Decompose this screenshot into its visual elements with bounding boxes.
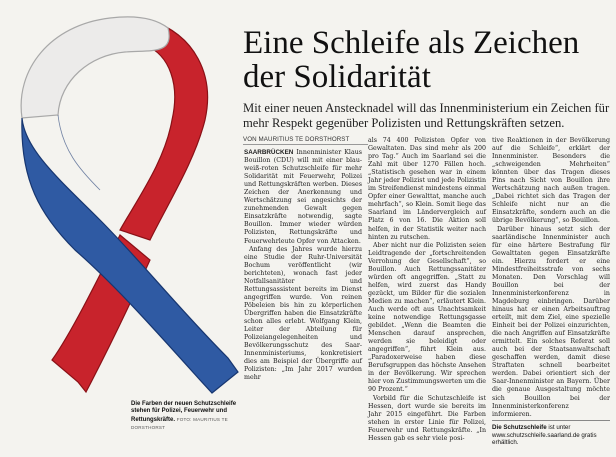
subheadline: Mit einer neuen Anstecknadel will das Innenministerium ein Zeichen für mehr Respekt gegenüber Polizisten und Rettungskräften setzen.: [243, 101, 610, 130]
caption-text: Die Farben der neuen Schutzschleife stehen für Polizei, Feuerwehr und Rettungskräfte.: [131, 401, 237, 423]
photo-credit: FOTO: MAURITIUS TE DORSTHORST: [131, 416, 228, 430]
info-box-title: Die Schutzschleife: [492, 424, 547, 431]
paragraph: Anfang des Jahres wurde hierzu eine Studie der Ruhr-Universität Bochum veröffentlicht (wir berichteten), wonach fast jeder Notfallsanitäter und Rettungsassistent bereits im Dienst angegriffen wurde. Von reinen Pöbeleien bis hin zu körperlichen Übergriffen haben die Einsatzkräfte schon alles erlebt. Wolfgang Klein, Leiter der Abteilung für Polizeiangelegenheiten und Bevölkerungsschutz des Saar-Innenministeriums, konkretisiert dies am Beispiel der Übergriffe auf Polizisten: „Im Jahr 2017 wurden mehr: [244, 245, 362, 382]
article-column-3: [492, 137, 610, 419]
info-box: [492, 420, 610, 447]
article-column-2: [368, 137, 486, 443]
paragraph: tive Reaktionen in der Bevölkerung auf die Schleife“, erklärt der Innenminister. Besonders die „schweigenden Mehrheiten“ könnten über das Tragen dieses Pins nach Sicht von Bouillon ihre Wertschätzung nach außen tragen. „Dabei richtet sich das Tragen der Schleife nicht nur an die Einsatzkräfte, sondern auch an die übrige Bevölkerung“, so Bouillon.: [492, 137, 610, 225]
ribbon-photo: [0, 0, 240, 400]
headline: Eine Schleife als Zeichen der Solidarität: [243, 25, 580, 95]
paragraph: SAARBRÜCKEN Innenminister Klaus Bouillon (CDU) will mit einer blau-weiß-roten Schutzschleife für mehr Solidarität mit Feuerwehr, Polizei und Rettungskräften werben. Dieses Zeichen der Anerkennung und Wertschätzung sei angesichts der zunehmenden Gewalt gegen Einsatzkräfte notwendig, sagte Bouillon. Immer wieder würden Polizisten, Rettungskräfte und Feuerwehrleute Opfer von Attacken.: [244, 149, 362, 245]
info-box-text: ist unter www.schutzschleife.saarland.de gratis erhältlich.: [492, 424, 597, 446]
paragraph: Aber nicht nur die Polizisten seien Leidtragende der „fortschreitenden Verrohung der Gesellschaft“, so Bouillon. Auch Rettungssanitäter würden oft angegriffen. „Statt zu helfen, wird zuerst das Handy gezückt, um Bilder für die sozialen Medien zu machen“, erläutert Klein. Auch werde oft aus Unachtsamkeit keine notwendige Rettungsgasse gebildet. „Wenn die Beamten die Menschen darauf ansprechen, werden sie beleidigt oder angegriffen“, führt Klein aus. „Paradoxerweise haben diese Berufsgruppen das höchste Ansehen in der Bevölkerung. Wir sprechen hier von Zustimmungswerten um die 90 Prozent.“: [368, 241, 486, 394]
paragraph: als 74 400 Polizisten Opfer von Gewaltaten. Das sind mehr als 200 pro Tag.“ Auch im Saarland sei die Zahl mit über 1270 Fällen hoch. „Statistisch gesehen war in einem Jahr jeder Polizist und jede Polizistin im Streifendienst mindestens einmal Opfer einer Gewalttat, manche auch mehrfach“, so Klein. Somit liege das Saarland im Ländervergleich auf Platz 6 von 16. Die Aktion soll helfen, in der Statistik weiter nach hinten zu rutschen.: [368, 137, 486, 241]
byline: VON MAURITIUS TE DORSTHORST: [243, 136, 368, 145]
paragraph: Vorbild für die Schutzschleife ist Hessen, dort wurde sie bereits im Jahr 2015 eingeführt. Die Farben stehen in erster Linie für Polizei, Feuerwehr und Rettungskräfte. „In Hessen gab es sehr viele posi-: [368, 394, 486, 442]
dateline: SAARBRÜCKEN: [244, 149, 294, 156]
paragraph: Darüber hinaus setzt sich der saarländische Innenminister auch für eine härtere Bestrafung für Gewalttaten gegen Einsatzkräfte ein. Hierzu fordert er eine Mindestfreiheitsstrafe von sechs Monaten. Den Vorschlag will Bouillon bei der Innenministerkonferenz in Magdeburg einbringen. Darüber hinaus hat er einen Arbeitsauftrag erteilt, mit dem Ziel, eine spezielle Einheit bei der Polizei einzurichten, die nach Angriffen auf Einsatzkräfte ermittelt. Ein solches Referat soll auch bei der Staatsanwaltschaft geschaffen werden, damit diese Straftaten schnell bearbeitet werden. Dabei orientiert sich der Saar-Innenminister an Bayern. Über die genaue Ausgestaltung möchte sich Bouillon bei der Innenministerkonferenz informieren.: [492, 225, 610, 418]
article-column-1: [244, 149, 362, 382]
photo-caption: [131, 401, 241, 432]
